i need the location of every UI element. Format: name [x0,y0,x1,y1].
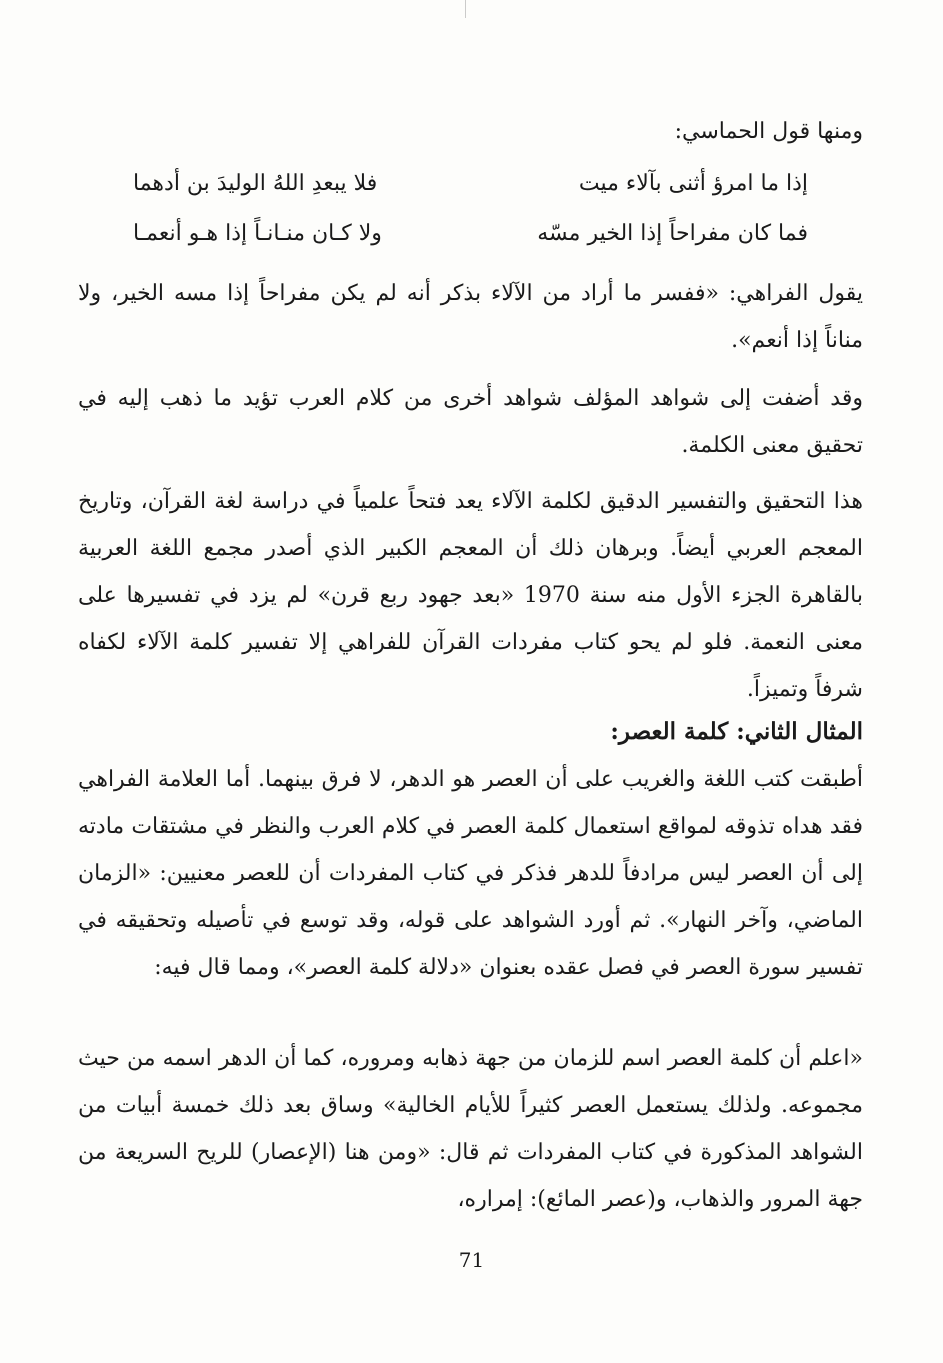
page-number: 71 [458,1248,485,1272]
paragraph-asr-quote: «اعلم أن كلمة العصر اسم للزمان من جهة ذهابه ومروره، كما أن الدهر اسمه من حيث مجموعه. ولذلك يستعمل العصر كثيراً للأيام الخالية» وساق بعد ذلك خمسة أبيات من الشواهد المذكورة في كتاب المفردات ثم قال: «ومن هنا (الإعصار) للريح السريعة من جهة المرور والذهاب، و(عصر المائع): إمراره، [78,1046,863,1212]
scan-mark [465,0,466,18]
section-heading: المثال الثاني: كلمة العصر: [610,718,863,745]
paragraph-added-evidence: وقد أضفت إلى شواهد المؤلف شواهد أخرى من كلام العرب تؤيد ما ذهب إليه في تحقيق معنى الكلمة. [78,386,863,458]
paragraph-asr-meaning: أطبقت كتب اللغة والغريب على أن العصر هو الدهر، لا فرق بينهما. أما العلامة الفراهي فقد هداه تذوقه لمواقع استعمال كلمة العصر في كلام العرب والنظر في مشتقات مادته إلى أن العصر ليس مرادفاً للدهر فذكر في كتاب المفردات أن للعصر معنيين: «الزمان الماضي، وآخر النهار». ثم أورد الشواهد على قوله، وقد توسع في تأصيله وتحقيقه في تفسير سورة العصر في فصل عقده بعنوان «دلالة كلمة العصر»، ومما قال فيه: [78,767,863,980]
verse-2-second-hemistich: ولا كـان منـانـاً إذا هـو أنعمـا [133,221,382,246]
verse-line-1 [133,164,808,204]
verse-1-second-hemistich: فلا يبعدِ اللهُ الوليدَ بن أدهما [133,171,378,196]
verse-1-first-hemistich: إذا ما امرؤ أثنى بآلاء ميت [578,171,808,196]
paragraph-scholarly-significance: هذا التحقيق والتفسير الدقيق لكلمة الآلاء يعد فتحاً علمياً في دراسة لغة القرآن، وتاريخ المعجم العربي أيضاً. وبرهان ذلك أن المعجم الكبير الذي أصدر مجمع اللغة العربية بالقاهرة الجزء الأول منه سنة 1970 «بعد جهود ربع قرن» لم يزد في تفسيرها على معنى النعمة. فلو لم يحو كتاب مفردات القرآن للفراهي إلا تفسير كلمة الآلاء لكفاه شرفاً وتميزاً. [78,489,864,702]
intro-line: ومنها قول الحماسي: [674,119,863,144]
paragraph-farahi-quote: يقول الفراهي: «ففسر ما أراد من الآلاء بذكر أنه لم يكن مفراحاً إذا مسه الخير، ولا مناناً إذا أنعم». [78,281,863,353]
verse-line-2 [133,214,808,254]
verse-2-first-hemistich: فما كان مفراحاً إذا الخير مسّه [537,221,808,246]
